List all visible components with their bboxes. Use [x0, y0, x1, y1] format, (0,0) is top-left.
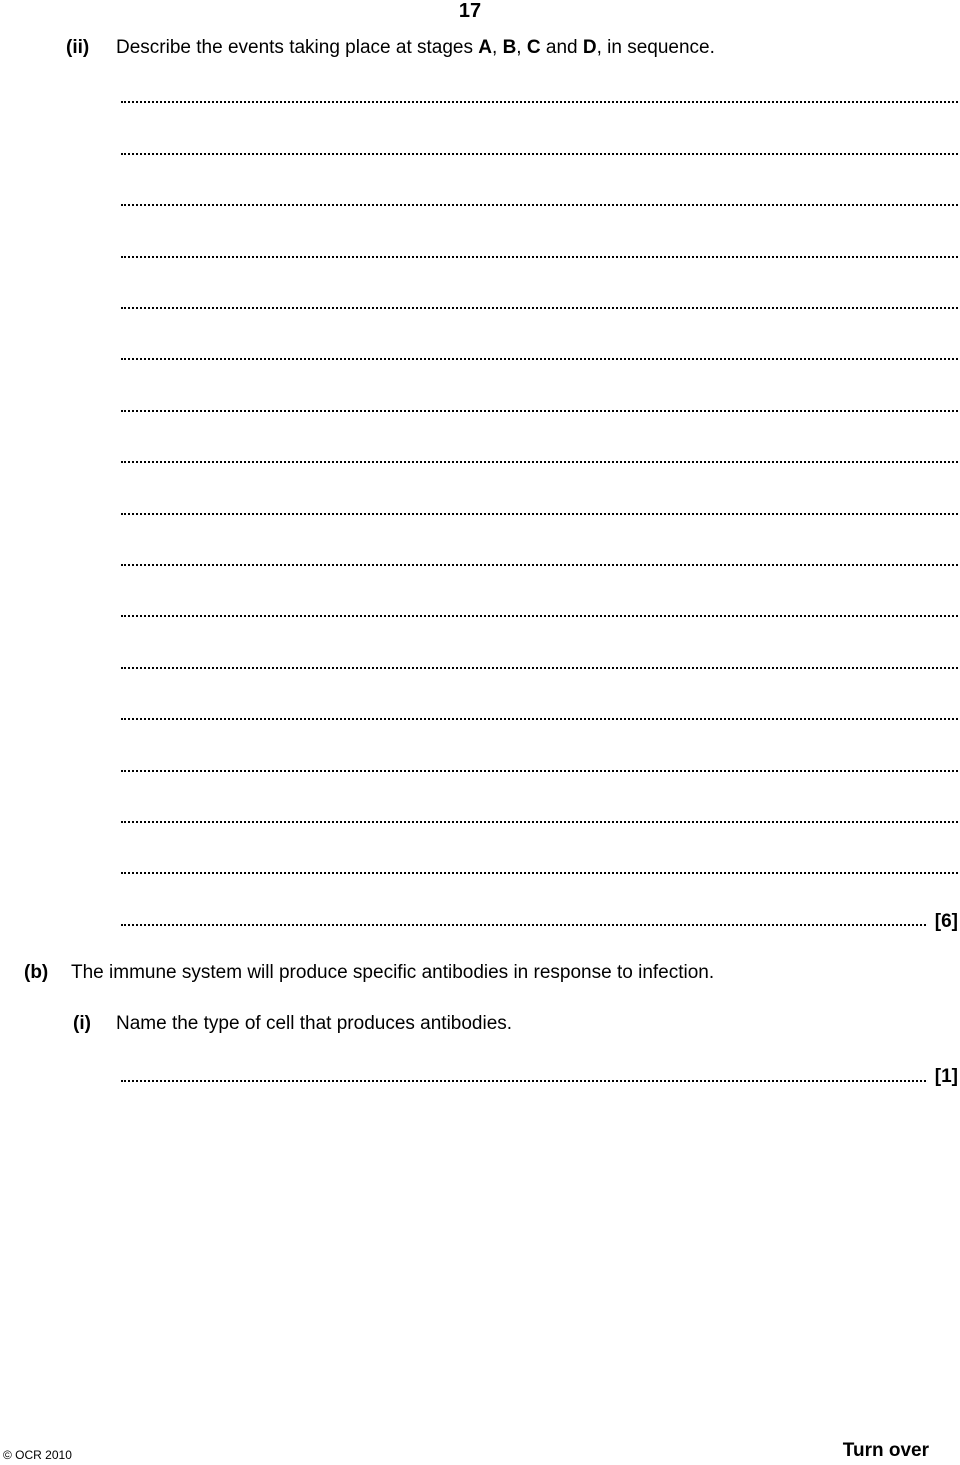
marks-b-i: [1]	[934, 1066, 958, 1087]
answer-line[interactable]	[121, 821, 958, 823]
answer-line[interactable]	[121, 256, 958, 258]
answer-line[interactable]	[121, 718, 958, 720]
question-ii-text: Describe the events taking place at stages A, B, C and D, in sequence.	[116, 37, 715, 58]
answer-line-b-i[interactable]	[121, 1080, 926, 1082]
answer-line[interactable]	[121, 872, 958, 874]
answer-line[interactable]	[121, 667, 958, 669]
question-b-label: (b)	[24, 962, 49, 983]
question-b-text: The immune system will produce specific antibodies in response to infection.	[71, 962, 715, 983]
turn-over-label: Turn over	[842, 1440, 929, 1461]
question-ii-label: (ii)	[66, 37, 90, 58]
answer-line[interactable]	[121, 204, 958, 206]
answer-line[interactable]	[121, 615, 958, 617]
copyright-notice: © OCR 2010	[3, 1448, 72, 1462]
answer-line[interactable]	[121, 410, 958, 412]
answer-line[interactable]	[121, 358, 958, 360]
answer-line[interactable]	[121, 307, 958, 309]
question-b-i-text: Name the type of cell that produces antibodies.	[116, 1013, 513, 1034]
answer-line[interactable]	[121, 461, 958, 463]
answer-line[interactable]	[121, 101, 958, 103]
question-b-i-label: (i)	[73, 1013, 91, 1034]
answer-line[interactable]	[121, 153, 958, 155]
answer-line[interactable]	[121, 924, 926, 926]
page-number: 17	[458, 0, 482, 22]
answer-line[interactable]	[121, 770, 958, 772]
marks-ii: [6]	[934, 911, 958, 932]
answer-line[interactable]	[121, 513, 958, 515]
answer-line[interactable]	[121, 564, 958, 566]
